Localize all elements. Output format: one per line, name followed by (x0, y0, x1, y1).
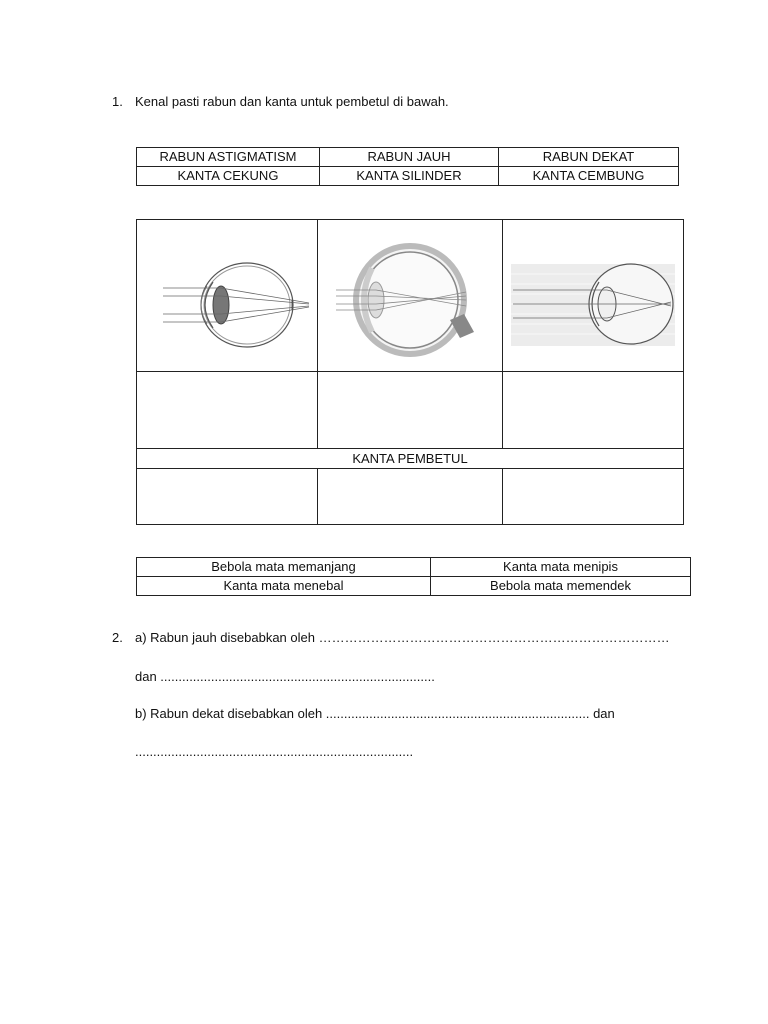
eye-diagram-farsighted (318, 220, 502, 371)
question-1-text: Kenal pasti rabun dan kanta untuk pembetul di bawah. (135, 94, 449, 109)
question-2b-continuation: ............................................................................. (135, 744, 414, 759)
cause-table (136, 557, 691, 596)
question-1-number: 1. (112, 94, 123, 109)
diagram-cell-3 (502, 219, 684, 372)
option-cell: RABUN JAUH (320, 148, 499, 167)
question-2-number: 2. (112, 630, 123, 645)
answer-cell-eye-1[interactable] (136, 371, 318, 449)
option-cell: KANTA CEKUNG (137, 167, 320, 186)
option-cell: KANTA SILINDER (320, 167, 499, 186)
answer-cell-eye-2[interactable] (317, 371, 503, 449)
answer-cell-lens-2[interactable] (317, 468, 503, 525)
cause-cell: Bebola mata memanjang (137, 558, 431, 577)
answer-cell-lens-3[interactable] (502, 468, 684, 525)
answer-cell-lens-1[interactable] (136, 468, 318, 525)
eye-diagram-astigmatism (137, 220, 317, 371)
answer-cell-eye-3[interactable] (502, 371, 684, 449)
options-table (136, 147, 679, 186)
cause-cell: Bebola mata memendek (431, 577, 691, 596)
option-cell: RABUN DEKAT (499, 148, 679, 167)
option-cell: RABUN ASTIGMATISM (137, 148, 320, 167)
option-cell: KANTA CEMBUNG (499, 167, 679, 186)
cause-cell: Kanta mata menebal (137, 577, 431, 596)
diagram-cell-2 (317, 219, 503, 372)
correction-header: KANTA PEMBETUL (136, 448, 684, 469)
eye-diagram-nearsighted (503, 220, 683, 371)
question-2a-continuation: dan ............................................................................ (135, 669, 435, 684)
question-2a-line: a) Rabun jauh disebabkan oleh ……………………………………………………………………… (135, 630, 670, 645)
question-2b-line: b) Rabun dekat disebabkan oleh ......................................................................... dan (135, 706, 615, 721)
diagram-cell-1 (136, 219, 318, 372)
cause-cell: Kanta mata menipis (431, 558, 691, 577)
